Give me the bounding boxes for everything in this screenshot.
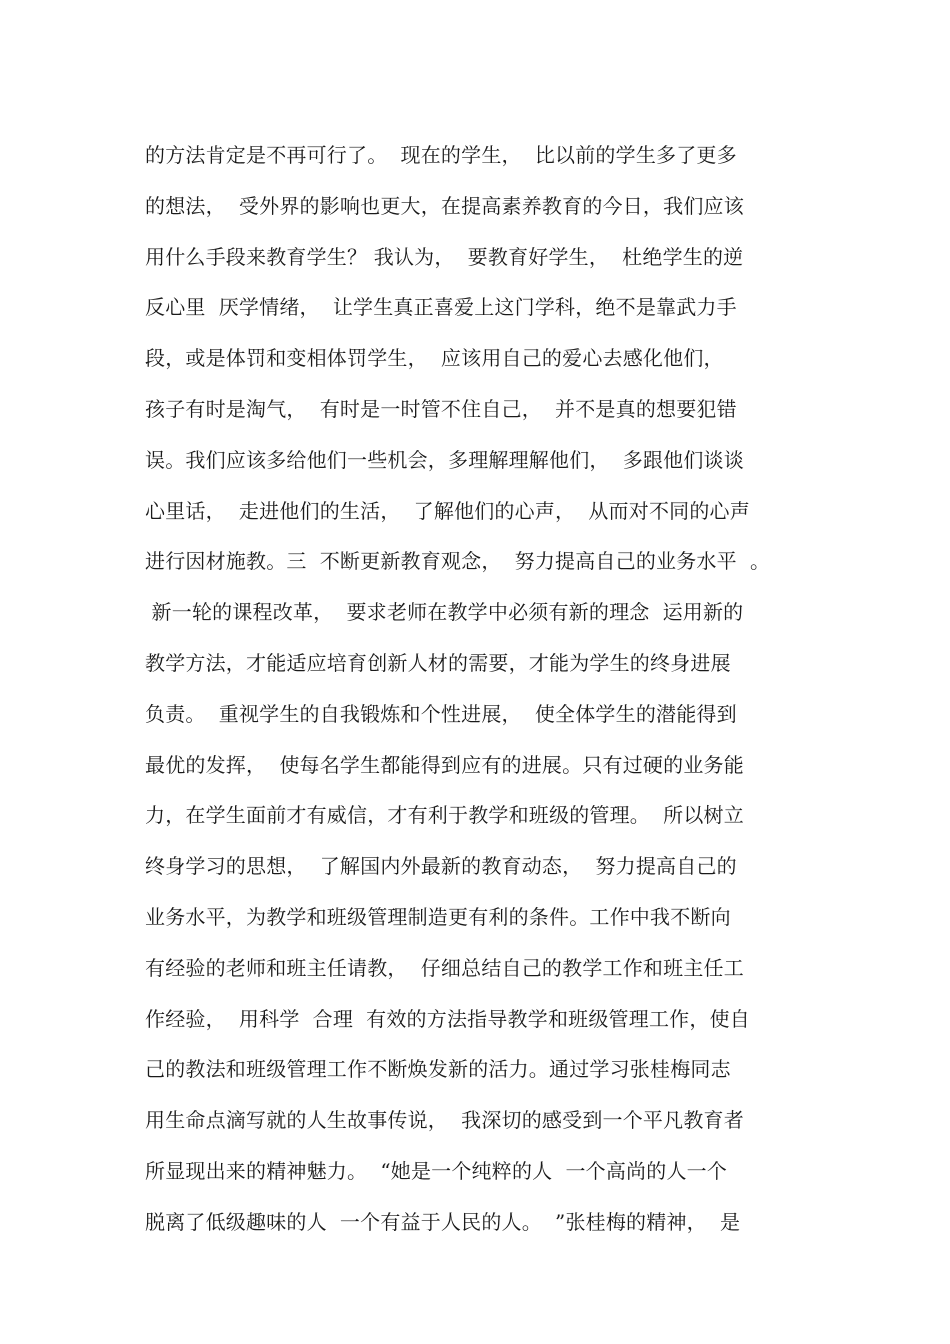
text-line: 反心里 厌学情绪， 让学生真正喜爱上这门学科，绝不是靠武力手 [145, 295, 737, 320]
text-line: 孩子有时是淘气， 有时是一时管不住自己， 并不是真的想要犯错 [145, 396, 737, 421]
text-line: 业务水平，为教学和班级管理制造更有利的条件。工作中我不断向 [145, 904, 731, 929]
body-text [145, 130, 825, 1248]
text-line: 新一轮的课程改革， 要求老师在教学中必须有新的理念 运用新的 [145, 600, 744, 625]
text-line: 力，在学生面前才有威信，才有利于教学和班级的管理。 所以树立 [145, 803, 744, 828]
text-line: 心里话， 走进他们的生活， 了解他们的心声， 从而对不同的心声 [145, 498, 750, 523]
text-line: 最优的发挥， 使每名学生都能得到应有的进展。只有过硬的业务能 [145, 752, 744, 777]
text-line: 脱离了低级趣味的人 一个有益于人民的人。 ”张桂梅的精神， 是 [145, 1209, 741, 1234]
text-line: 己的教法和班级管理工作不断焕发新的活力。通过学习张桂梅同志 [145, 1057, 731, 1082]
text-line: 终身学习的思想， 了解国内外最新的教育动态， 努力提高自己的 [145, 854, 737, 879]
text-line: 作经验， 用科学 合理 有效的方法指导教学和班级管理工作，使自 [145, 1006, 750, 1031]
text-line: 负责。 重视学生的自我锻炼和个性进展， 使全体学生的潜能得到 [145, 701, 737, 726]
text-line: 段，或是体罚和变相体罚学生， 应该用自己的爱心去感化他们， [145, 346, 724, 371]
text-line: 用什么手段来教育学生？ 我认为， 要教育好学生， 杜绝学生的逆 [145, 244, 744, 269]
text-line: 用生命点滴写就的人生故事传说， 我深切的感受到一个平凡教育者 [145, 1108, 744, 1133]
text-line: 教学方法，才能适应培育创新人材的需要，才能为学生的终身进展 [145, 650, 731, 675]
text-line: 的想法， 受外界的影响也更大，在提高素养教育的今日，我们应该 [145, 193, 744, 218]
text-line: 误。我们应该多给他们一些机会，多理解理解他们， 多跟他们谈谈 [145, 447, 744, 472]
text-line: 所显现出来的精神魅力。 “她是一个纯粹的人 一个高尚的人一个 [145, 1158, 728, 1183]
text-line: 的方法肯定是不再可行了。 现在的学生， 比以前的学生多了更多 [145, 143, 737, 167]
text-line: 有经验的老师和班主任请教， 仔细总结自己的教学工作和班主任工 [145, 955, 744, 980]
text-line: 进行因材施教。三 不断更新教育观念， 努力提高自己的业务水平 。 [145, 549, 771, 574]
